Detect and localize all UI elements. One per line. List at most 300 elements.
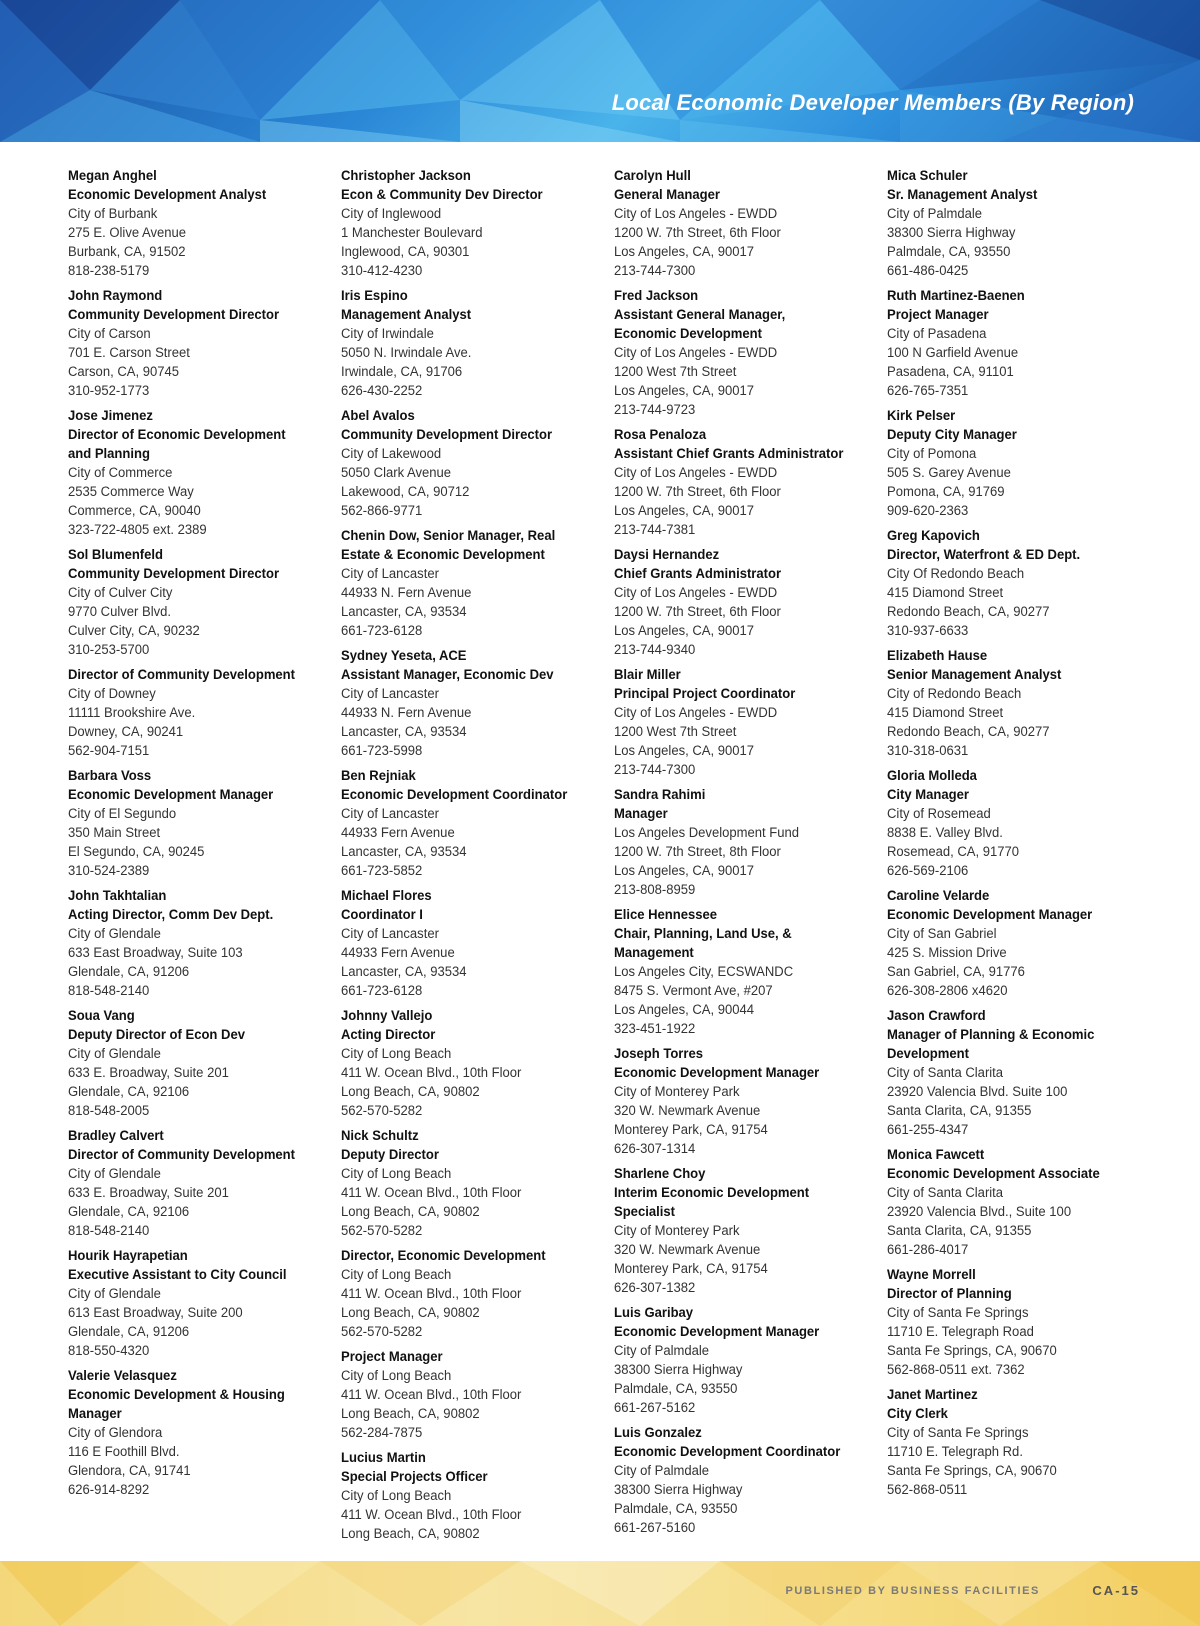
member-entry <box>887 1266 1157 1380</box>
member-detail: 661-723-5998 <box>341 743 423 759</box>
member-detail: 320 W. Newmark Avenue <box>614 1242 761 1258</box>
member-title: Acting Director, Comm Dev Dept. <box>68 907 274 923</box>
member-detail: City of El Segundo <box>68 806 177 822</box>
member-detail: 626-307-1382 <box>614 1280 696 1296</box>
member-title: Acting Director <box>341 1027 436 1043</box>
member-detail: Long Beach, CA, 90802 <box>341 1084 480 1100</box>
member-heading: Project Manager <box>341 1349 443 1365</box>
member-detail: Culver City, CA, 90232 <box>68 623 200 639</box>
member-detail: 411 W. Ocean Blvd., 10th Floor <box>341 1286 522 1302</box>
member-heading: Director, Economic Development <box>341 1248 546 1264</box>
member-title: Principal Project Coordinator <box>614 686 796 702</box>
member-detail: Santa Clarita, CA, 91355 <box>887 1103 1032 1119</box>
member-title: Economic Development & Housing <box>68 1387 285 1403</box>
member-entry <box>341 527 611 641</box>
member-title: Economic Development Analyst <box>68 187 267 203</box>
member-detail: 38300 Sierra Highway <box>887 225 1016 241</box>
member-heading: Joseph Torres <box>614 1046 703 1062</box>
member-entry <box>614 786 884 900</box>
member-heading: Luis Garibay <box>614 1305 694 1321</box>
member-detail: 100 N Garfield Avenue <box>887 345 1019 361</box>
member-detail: City of Los Angeles - EWDD <box>614 465 778 481</box>
header-banner <box>0 0 1200 142</box>
member-detail: City of Lancaster <box>341 806 439 822</box>
member-detail: Glendale, CA, 91206 <box>68 964 190 980</box>
member-detail: 909-620-2363 <box>887 503 969 519</box>
member-detail: 38300 Sierra Highway <box>614 1482 743 1498</box>
member-heading: Lucius Martin <box>341 1450 426 1466</box>
member-detail: Lancaster, CA, 93534 <box>341 604 467 620</box>
member-detail: Glendale, CA, 92106 <box>68 1204 190 1220</box>
member-detail: Lancaster, CA, 93534 <box>341 724 467 740</box>
member-heading: Director of Community Development <box>68 667 296 683</box>
member-detail: City of Rosemead <box>887 806 991 822</box>
member-detail: City of Burbank <box>68 206 158 222</box>
member-heading: Mica Schuler <box>887 168 968 184</box>
member-entry <box>341 407 611 521</box>
member-heading: Elizabeth Hause <box>887 648 988 664</box>
member-title: Econ & Community Dev Director <box>341 187 543 203</box>
member-entry <box>341 1348 611 1443</box>
member-detail: 38300 Sierra Highway <box>614 1362 743 1378</box>
member-detail: 310-937-6633 <box>887 623 969 639</box>
member-detail: 1200 West 7th Street <box>614 724 737 740</box>
member-detail: 505 S. Garey Avenue <box>887 465 1011 481</box>
member-detail: City of Long Beach <box>341 1166 452 1182</box>
member-entry <box>68 666 338 761</box>
member-detail: 1200 West 7th Street <box>614 364 737 380</box>
member-title: Director of Economic Development <box>68 427 286 443</box>
member-detail: Palmdale, CA, 93550 <box>887 244 1011 260</box>
member-detail: City of Lancaster <box>341 566 439 582</box>
member-heading: Sandra Rahimi <box>614 787 706 803</box>
member-detail: City Of Redondo Beach <box>887 566 1025 582</box>
member-entry <box>68 1127 338 1241</box>
member-detail: Glendora, CA, 91741 <box>68 1463 191 1479</box>
member-title: Special Projects Officer <box>341 1469 488 1485</box>
member-entry <box>68 1247 338 1361</box>
member-title: Sr. Management Analyst <box>887 187 1038 203</box>
member-detail: 1200 W. 7th Street, 6th Floor <box>614 604 781 620</box>
member-entry <box>887 1386 1157 1500</box>
member-detail: 1200 W. 7th Street, 6th Floor <box>614 225 781 241</box>
member-detail: Los Angeles, CA, 90044 <box>614 1002 755 1018</box>
member-heading: Chenin Dow, Senior Manager, Real <box>341 528 556 544</box>
member-detail: City of Lancaster <box>341 686 439 702</box>
member-detail: 818-548-2005 <box>68 1103 150 1119</box>
member-detail: 661-723-5852 <box>341 863 423 879</box>
member-title: Director of Planning <box>887 1286 1012 1302</box>
member-detail: 1200 W. 7th Street, 6th Floor <box>614 484 781 500</box>
member-detail: 562-868-0511 <box>887 1482 968 1498</box>
member-detail: San Gabriel, CA, 91776 <box>887 964 1025 980</box>
member-detail: Rosemead, CA, 91770 <box>887 844 1020 860</box>
member-heading: Greg Kapovich <box>887 528 980 544</box>
member-title: Community Development Director <box>68 307 280 323</box>
member-detail: El Segundo, CA, 90245 <box>68 844 205 860</box>
member-heading: Daysi Hernandez <box>614 547 720 563</box>
member-title: Chair, Planning, Land Use, & <box>614 926 792 942</box>
member-detail: City of Palmdale <box>614 1343 710 1359</box>
member-detail: City of Long Beach <box>341 1046 452 1062</box>
member-detail: 323-722-4805 ext. 2389 <box>68 522 207 538</box>
member-title: Coordinator I <box>341 907 423 923</box>
member-title: Management Analyst <box>341 307 472 323</box>
member-detail: Santa Clarita, CA, 91355 <box>887 1223 1032 1239</box>
member-detail: 1 Manchester Boulevard <box>341 225 483 241</box>
member-entry <box>68 887 338 1001</box>
member-entry <box>614 167 884 281</box>
member-title: Economic Development Coordinator <box>614 1444 841 1460</box>
member-heading: Abel Avalos <box>341 408 415 424</box>
member-detail: 23920 Valencia Blvd. Suite 100 <box>887 1084 1068 1100</box>
member-detail: City of San Gabriel <box>887 926 997 942</box>
member-detail: 11111 Brookshire Ave. <box>68 705 196 721</box>
member-detail: 613 East Broadway, Suite 200 <box>68 1305 243 1321</box>
member-heading: Jason Crawford <box>887 1008 986 1024</box>
member-detail: City of Santa Fe Springs <box>887 1425 1029 1441</box>
member-detail: 310-412-4230 <box>341 263 423 279</box>
member-detail: Lancaster, CA, 93534 <box>341 844 467 860</box>
member-title: Assistant Chief Grants Administrator <box>614 446 844 462</box>
member-detail: 411 W. Ocean Blvd., 10th Floor <box>341 1065 522 1081</box>
member-entry <box>68 546 338 660</box>
directory-column-4 <box>887 167 1157 1506</box>
member-entry <box>341 887 611 1001</box>
member-detail: Irwindale, CA, 91706 <box>341 364 463 380</box>
member-detail: 562-570-5282 <box>341 1103 423 1119</box>
member-detail: Los Angeles, CA, 90017 <box>614 503 755 519</box>
member-detail: 323-451-1922 <box>614 1021 696 1037</box>
member-title: Interim Economic Development <box>614 1185 810 1201</box>
member-entry <box>341 1247 611 1342</box>
member-heading: Jose Jimenez <box>68 408 153 424</box>
member-heading: Sol Blumenfeld <box>68 547 164 563</box>
member-detail: 562-868-0511 ext. 7362 <box>887 1362 1025 1378</box>
member-title: and Planning <box>68 446 150 462</box>
member-heading: Soua Vang <box>68 1008 135 1024</box>
member-detail: Palmdale, CA, 93550 <box>614 1381 738 1397</box>
member-detail: 562-284-7875 <box>341 1425 423 1441</box>
member-detail: Long Beach, CA, 90802 <box>341 1305 480 1321</box>
member-detail: 661-255-4347 <box>887 1122 969 1138</box>
member-detail: Inglewood, CA, 90301 <box>341 244 470 260</box>
member-title: Deputy Director of Econ Dev <box>68 1027 245 1043</box>
member-detail: City of Glendale <box>68 926 161 942</box>
member-detail: 626-430-2252 <box>341 383 423 399</box>
member-entry <box>887 647 1157 761</box>
member-detail: 626-307-1314 <box>614 1141 696 1157</box>
member-entry <box>341 1449 611 1544</box>
member-detail: Los Angeles, CA, 90017 <box>614 623 755 639</box>
member-detail: City of Los Angeles - EWDD <box>614 585 778 601</box>
member-entry <box>614 1304 884 1418</box>
member-title: City Clerk <box>887 1406 948 1422</box>
member-detail: 701 E. Carson Street <box>68 345 190 361</box>
member-detail: 415 Diamond Street <box>887 585 1004 601</box>
member-entry <box>887 767 1157 881</box>
member-detail: Glendale, CA, 92106 <box>68 1084 190 1100</box>
member-detail: 2535 Commerce Way <box>68 484 194 500</box>
member-entry <box>887 167 1157 281</box>
directory-column-3 <box>614 167 884 1544</box>
member-detail: 5050 N. Irwindale Ave. <box>341 345 472 361</box>
member-entry <box>341 167 611 281</box>
member-detail: 44933 N. Fern Avenue <box>341 585 472 601</box>
member-entry <box>68 1007 338 1121</box>
member-heading: Blair Miller <box>614 667 681 683</box>
member-heading: Janet Martinez <box>887 1387 978 1403</box>
member-title: Economic Development Manager <box>614 1324 820 1340</box>
member-detail: 5050 Clark Avenue <box>341 465 452 481</box>
member-detail: 661-723-6128 <box>341 623 423 639</box>
member-detail: City of Santa Clarita <box>887 1185 1004 1201</box>
member-title: Manager <box>614 806 668 822</box>
member-entry <box>68 1367 338 1500</box>
member-entry <box>614 546 884 660</box>
member-detail: City of Carson <box>68 326 151 342</box>
member-detail: City of Pomona <box>887 446 977 462</box>
member-entry <box>341 1127 611 1241</box>
member-detail: Lancaster, CA, 93534 <box>341 964 467 980</box>
page-number: CA-15 <box>1092 1583 1140 1598</box>
member-detail: Los Angeles Development Fund <box>614 825 800 841</box>
member-heading: Monica Fawcett <box>887 1147 985 1163</box>
member-entry <box>887 527 1157 641</box>
member-entry <box>614 426 884 540</box>
member-detail: 562-904-7151 <box>68 743 150 759</box>
page-title: Local Economic Developer Members (By Region) <box>611 90 1134 115</box>
member-entry <box>887 287 1157 401</box>
member-title: Executive Assistant to City Council <box>68 1267 287 1283</box>
member-detail: Glendale, CA, 91206 <box>68 1324 190 1340</box>
member-heading: Ruth Martinez-Baenen <box>887 288 1025 304</box>
member-entry <box>341 1007 611 1121</box>
member-heading: John Takhtalian <box>68 888 167 904</box>
member-detail: 23920 Valencia Blvd., Suite 100 <box>887 1204 1072 1220</box>
member-entry <box>887 1146 1157 1260</box>
member-detail: 411 W. Ocean Blvd., 10th Floor <box>341 1185 522 1201</box>
member-detail: 818-238-5179 <box>68 263 150 279</box>
member-detail: City of Long Beach <box>341 1267 452 1283</box>
member-heading: Fred Jackson <box>614 288 699 304</box>
member-title: Director of Community Development <box>68 1147 296 1163</box>
member-detail: City of Pasadena <box>887 326 987 342</box>
member-entry <box>341 647 611 761</box>
member-entry <box>341 287 611 401</box>
member-entry <box>887 887 1157 1001</box>
member-heading: Wayne Morrell <box>887 1267 976 1283</box>
member-entry <box>614 906 884 1039</box>
member-heading: Nick Schultz <box>341 1128 419 1144</box>
member-detail: City of Downey <box>68 686 156 702</box>
member-title: Assistant General Manager, <box>614 307 786 323</box>
member-title: Community Development Director <box>68 566 280 582</box>
member-detail: 818-548-2140 <box>68 983 150 999</box>
footer-banner <box>0 1561 1200 1626</box>
member-detail: Palmdale, CA, 93550 <box>614 1501 738 1517</box>
member-detail: City of Redondo Beach <box>887 686 1022 702</box>
member-detail: Long Beach, CA, 90802 <box>341 1406 480 1422</box>
member-detail: Santa Fe Springs, CA, 90670 <box>887 1463 1057 1479</box>
member-entry <box>614 1045 884 1159</box>
member-detail: 633 E. Broadway, Suite 201 <box>68 1065 229 1081</box>
member-detail: 626-308-2806 x4620 <box>887 983 1008 999</box>
member-heading: Christopher Jackson <box>341 168 471 184</box>
member-detail: City of Irwindale <box>341 326 434 342</box>
member-detail: City of Glendora <box>68 1425 163 1441</box>
member-heading: Sharlene Choy <box>614 1166 706 1182</box>
member-detail: Commerce, CA, 90040 <box>68 503 201 519</box>
member-detail: City of Santa Fe Springs <box>887 1305 1029 1321</box>
member-detail: 633 E. Broadway, Suite 201 <box>68 1185 229 1201</box>
member-detail: Redondo Beach, CA, 90277 <box>887 724 1050 740</box>
member-heading: John Raymond <box>68 288 163 304</box>
member-detail: 661-267-5162 <box>614 1400 696 1416</box>
member-detail: 661-486-0425 <box>887 263 969 279</box>
member-detail: 213-808-8959 <box>614 882 696 898</box>
member-heading: Carolyn Hull <box>614 168 691 184</box>
member-detail: Monterey Park, CA, 91754 <box>614 1122 768 1138</box>
member-detail: 661-723-6128 <box>341 983 423 999</box>
member-title: Specialist <box>614 1204 675 1220</box>
member-entry <box>68 407 338 540</box>
member-detail: City of Santa Clarita <box>887 1065 1004 1081</box>
member-title: Development <box>887 1046 969 1062</box>
member-detail: City of Los Angeles - EWDD <box>614 345 778 361</box>
member-detail: 1200 W. 7th Street, 8th Floor <box>614 844 781 860</box>
member-detail: 350 Main Street <box>68 825 161 841</box>
member-detail: 626-569-2106 <box>887 863 969 879</box>
member-detail: 8475 S. Vermont Ave, #207 <box>614 983 773 999</box>
member-title: Manager <box>68 1406 122 1422</box>
member-heading: Rosa Penaloza <box>614 427 707 443</box>
member-detail: City of Lancaster <box>341 926 439 942</box>
member-detail: 562-570-5282 <box>341 1324 423 1340</box>
member-detail: Pasadena, CA, 91101 <box>887 364 1014 380</box>
member-directory <box>68 167 1148 1542</box>
member-detail: 44933 N. Fern Avenue <box>341 705 472 721</box>
member-detail: City of Lakewood <box>341 446 442 462</box>
member-detail: 11710 E. Telegraph Rd. <box>887 1444 1023 1460</box>
member-title: Project Manager <box>887 307 989 323</box>
member-detail: City of Los Angeles - EWDD <box>614 705 778 721</box>
member-detail: 8838 E. Valley Blvd. <box>887 825 1003 841</box>
member-detail: 9770 Culver Blvd. <box>68 604 172 620</box>
member-detail: 310-253-5700 <box>68 642 150 658</box>
member-title: Chief Grants Administrator <box>614 566 782 582</box>
member-detail: 818-548-2140 <box>68 1223 150 1239</box>
member-detail: 213-744-7381 <box>614 522 696 538</box>
member-entry <box>887 407 1157 521</box>
member-detail: Carson, CA, 90745 <box>68 364 180 380</box>
member-heading: Megan Anghel <box>68 168 157 184</box>
member-detail: 213-744-9723 <box>614 402 696 418</box>
member-detail: 626-765-7351 <box>887 383 969 399</box>
member-heading: Kirk Pelser <box>887 408 956 424</box>
member-detail: 415 Diamond Street <box>887 705 1004 721</box>
member-entry <box>614 1165 884 1298</box>
member-heading: Barbara Voss <box>68 768 152 784</box>
member-detail: 213-744-7300 <box>614 263 696 279</box>
member-detail: City of Glendale <box>68 1166 161 1182</box>
member-detail: 661-286-4017 <box>887 1242 969 1258</box>
member-entry <box>68 767 338 881</box>
member-entry <box>887 1007 1157 1140</box>
member-heading: Valerie Velasquez <box>68 1368 177 1384</box>
member-detail: Los Angeles, CA, 90017 <box>614 863 755 879</box>
member-detail: 44933 Fern Avenue <box>341 945 455 961</box>
member-heading: Iris Espino <box>341 288 408 304</box>
member-detail: Pomona, CA, 91769 <box>887 484 1005 500</box>
member-detail: 213-744-9340 <box>614 642 696 658</box>
member-detail: 310-318-0631 <box>887 743 969 759</box>
member-detail: City of Glendale <box>68 1046 161 1062</box>
member-entry <box>614 666 884 780</box>
member-detail: 633 East Broadway, Suite 103 <box>68 945 243 961</box>
member-heading: Bradley Calvert <box>68 1128 164 1144</box>
member-title: Economic Development Coordinator <box>341 787 568 803</box>
member-entry <box>614 1424 884 1538</box>
member-detail: 425 S. Mission Drive <box>887 945 1007 961</box>
member-detail: 562-570-5282 <box>341 1223 423 1239</box>
member-detail: Los Angeles, CA, 90017 <box>614 383 755 399</box>
member-detail: Monterey Park, CA, 91754 <box>614 1261 768 1277</box>
member-detail: City of Monterey Park <box>614 1084 740 1100</box>
directory-column-2 <box>341 167 611 1550</box>
directory-column-1 <box>68 167 338 1506</box>
member-detail: City of Inglewood <box>341 206 442 222</box>
member-detail: Burbank, CA, 91502 <box>68 244 186 260</box>
member-detail: 661-267-5160 <box>614 1520 696 1536</box>
member-title: Manager of Planning & Economic <box>887 1027 1095 1043</box>
member-detail: Lakewood, CA, 90712 <box>341 484 470 500</box>
member-title: Economic Development <box>614 326 762 342</box>
member-title: City Manager <box>887 787 969 803</box>
member-heading: Michael Flores <box>341 888 432 904</box>
member-title: Community Development Director <box>341 427 553 443</box>
member-detail: Long Beach, CA, 90802 <box>341 1526 480 1542</box>
member-detail: 44933 Fern Avenue <box>341 825 455 841</box>
member-detail: 411 W. Ocean Blvd., 10th Floor <box>341 1507 522 1523</box>
member-detail: City of Commerce <box>68 465 173 481</box>
member-detail: City of Long Beach <box>341 1368 452 1384</box>
member-entry <box>68 287 338 401</box>
member-detail: Los Angeles, CA, 90017 <box>614 244 755 260</box>
member-detail: Long Beach, CA, 90802 <box>341 1204 480 1220</box>
member-title: General Manager <box>614 187 720 203</box>
member-detail: 411 W. Ocean Blvd., 10th Floor <box>341 1387 522 1403</box>
member-detail: City of Culver City <box>68 585 173 601</box>
member-detail: 818-550-4320 <box>68 1343 150 1359</box>
member-title: Economic Development Manager <box>68 787 274 803</box>
member-detail: 11710 E. Telegraph Road <box>887 1324 1034 1340</box>
member-title: Senior Management Analyst <box>887 667 1062 683</box>
member-detail: 275 E. Olive Avenue <box>68 225 187 241</box>
member-heading: Luis Gonzalez <box>614 1425 702 1441</box>
member-title: Assistant Manager, Economic Dev <box>341 667 554 683</box>
member-detail: 320 W. Newmark Avenue <box>614 1103 761 1119</box>
member-title: Economic Development Manager <box>887 907 1093 923</box>
member-detail: City of Los Angeles - EWDD <box>614 206 778 222</box>
polygon-background <box>0 0 1200 142</box>
member-entry <box>68 167 338 281</box>
member-title: Estate & Economic Development <box>341 547 545 563</box>
member-detail: Los Angeles, CA, 90017 <box>614 743 755 759</box>
member-detail: City of Palmdale <box>887 206 983 222</box>
member-heading: Johnny Vallejo <box>341 1008 433 1024</box>
member-detail: City of Monterey Park <box>614 1223 740 1239</box>
